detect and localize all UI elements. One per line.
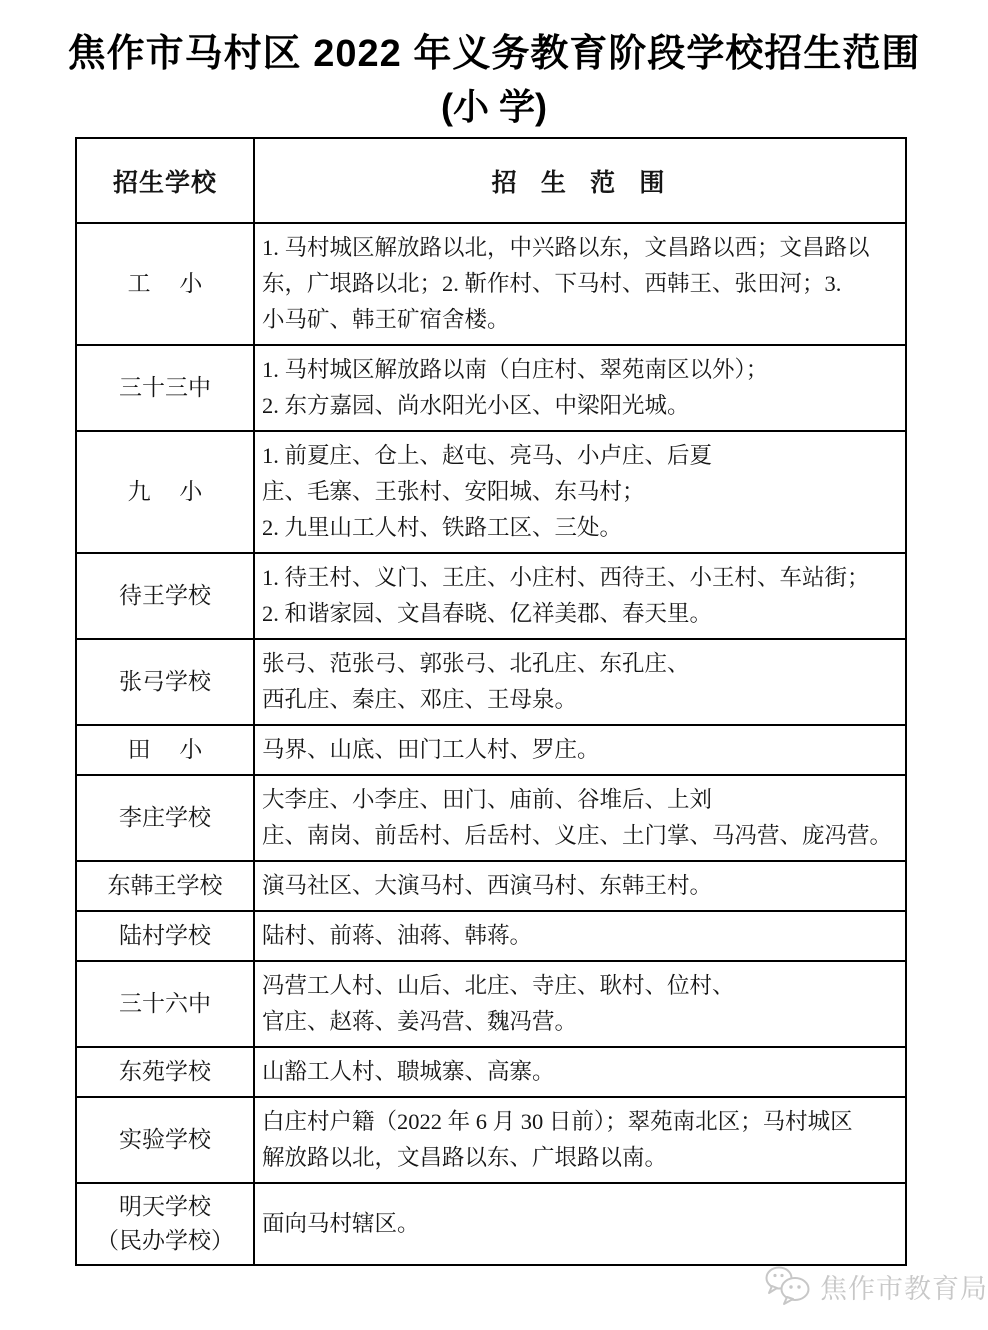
range-cell: 演马社区、大演马村、西演马村、东韩王村。: [254, 861, 906, 911]
table-row: [76, 345, 906, 431]
table-row: [76, 1183, 906, 1265]
page-title-line1: 焦作市马村区 2022 年义务教育阶段学校招生范围: [67, 33, 921, 75]
range-cell: 大李庄、小李庄、田门、庙前、谷堆后、上刘 庄、南岗、前岳村、后岳村、义庄、土门掌、马冯营、庞冯营。: [254, 775, 906, 861]
school-name-cell: 实验学校: [76, 1097, 254, 1183]
school-name-cell: 明天学校 （民办学校）: [76, 1183, 254, 1265]
range-cell: 山豁工人村、聩城寨、高寨。: [254, 1047, 906, 1097]
table-row: [76, 775, 906, 861]
range-cell: 1. 前夏庄、仓上、赵屯、亮马、小卢庄、后夏 庄、毛寨、王张村、安阳城、东马村； 2. 九里山工人村、铁路工区、三处。: [254, 431, 906, 553]
range-cell: 冯营工人村、山后、北庄、寺庄、耿村、位村、 官庄、赵蒋、姜冯营、魏冯营。: [254, 961, 906, 1047]
table-row: [76, 223, 906, 345]
range-cell: 白庄村户籍（2022 年 6 月 30 日前）；翠苑南北区；马村城区 解放路以北，文昌路以东、广垠路以南。: [254, 1097, 906, 1183]
school-name-cell: 九 小: [76, 431, 254, 553]
range-cell: 马界、山底、田门工人村、罗庄。: [254, 725, 906, 775]
table-header-row: [76, 138, 906, 223]
table-row: [76, 639, 906, 725]
table-row: [76, 861, 906, 911]
range-cell: 张弓、范张弓、郭张弓、北孔庄、东孔庄、 西孔庄、秦庄、邓庄、王母泉。: [254, 639, 906, 725]
table-row: [76, 553, 906, 639]
school-name-cell: 李庄学校: [76, 775, 254, 861]
school-name-cell: 三十三中: [76, 345, 254, 431]
table-row: [76, 725, 906, 775]
wechat-icon: [762, 1264, 814, 1308]
header-range-column: 招 生 范 围: [254, 138, 906, 223]
table-row: [76, 911, 906, 961]
school-name-cell: 东韩王学校: [76, 861, 254, 911]
range-cell: 1. 马村城区解放路以北，中兴路以东，文昌路以西；文昌路以 东，广垠路以北；2. 靳作村、下马村、西韩王、张田河；3. 小马矿、韩王矿宿舍楼。: [254, 223, 906, 345]
page-title-line2: (小 学): [441, 86, 547, 127]
school-name-cell: 陆村学校: [76, 911, 254, 961]
admission-range-table: [75, 137, 907, 1266]
school-name-cell: 张弓学校: [76, 639, 254, 725]
school-name-cell: 东苑学校: [76, 1047, 254, 1097]
school-name-cell: 田 小: [76, 725, 254, 775]
table-body: [76, 223, 906, 1265]
school-name-cell: 待王学校: [76, 553, 254, 639]
school-name-cell: 三十六中: [76, 961, 254, 1047]
footer-watermark: [762, 1264, 988, 1308]
table-row: [76, 961, 906, 1047]
table-row: [76, 1097, 906, 1183]
header-school-column: 招生学校: [76, 138, 254, 223]
table-row: [76, 1047, 906, 1097]
page-title: [0, 28, 988, 134]
footer-label: 焦作市教育局: [820, 1273, 988, 1304]
range-cell: 1. 待王村、义门、王庄、小庄村、西待王、小王村、车站街； 2. 和谐家园、文昌春晓、亿祥美郡、春天里。: [254, 553, 906, 639]
range-cell: 面向马村辖区。: [254, 1183, 906, 1265]
range-cell: 陆村、前蒋、油蒋、韩蒋。: [254, 911, 906, 961]
range-cell: 1. 马村城区解放路以南（白庄村、翠苑南区以外）； 2. 东方嘉园、尚水阳光小区、中梁阳光城。: [254, 345, 906, 431]
table-row: [76, 431, 906, 553]
school-name-cell: 工 小: [76, 223, 254, 345]
